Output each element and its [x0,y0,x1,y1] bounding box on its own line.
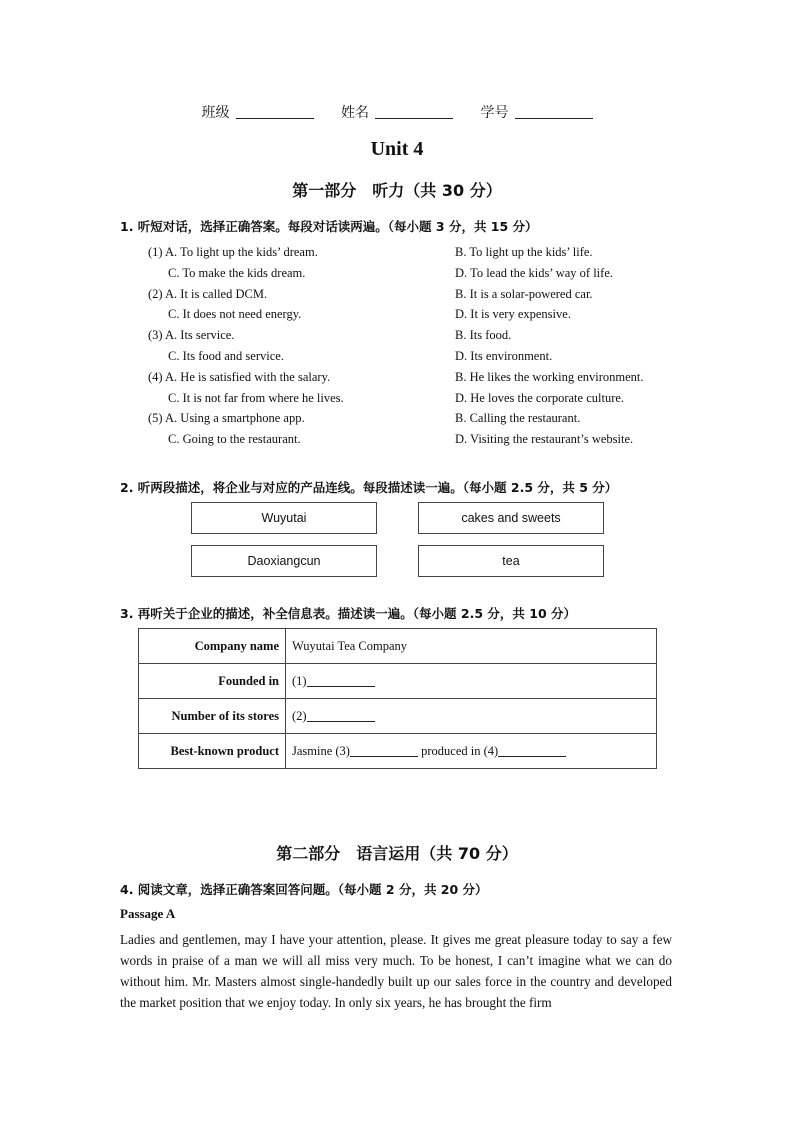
passage-label: Passage A [120,906,176,921]
student-id-label: 学号 [480,106,509,121]
table-row [139,664,657,699]
answer-blank-3[interactable] [350,756,418,757]
answer-blank-1[interactable] [307,686,375,687]
answer-blank-4[interactable] [498,756,566,757]
name-field [341,106,453,121]
q1-1-option-b: B. To light up the kids’ life. [455,245,593,259]
match-right-product-2[interactable]: tea [418,545,604,577]
q1-4-option-a: (4) A. He is satisfied with the salary. [148,370,331,384]
table-row [139,699,657,734]
q1-5-option-d: D. Visiting the restaurant’s website. [455,432,634,446]
q1-2-option-c: C. It does not need energy. [168,307,302,321]
row-value [286,664,657,699]
q3-title: 3. 再听关于企业的描述，补全信息表。描述读一遍。（每小题 2.5 分，共 10 分） [120,606,576,621]
q1-4-option-c: C. It is not far from where he lives. [168,391,344,405]
q1-2-option-b: B. It is a solar-powered car. [455,287,593,301]
q2-title: 2. 听两段描述，将企业与对应的产品连线。每段描述读一遍。（每小题 2.5 分，共 5 分） [120,480,618,495]
q1-3-option-d: D. Its environment. [455,349,553,363]
q1-5-option-b: B. Calling the restaurant. [455,411,581,425]
blank-prefix: produced in (4) [421,743,499,758]
blank-number: (2) [292,708,307,723]
q1-5-option-c: C. Going to the restaurant. [168,432,301,446]
row-value: Wuyutai Tea Company [286,629,657,664]
row-value [286,699,657,734]
row-key: Best-known product [139,734,286,769]
q4-title: 4. 阅读文章，选择正确答案回答问题。（每小题 2 分，共 20 分） [120,882,488,897]
row-key: Founded in [139,664,286,699]
match-right-product-1[interactable]: cakes and sweets [418,502,604,534]
row-key: Company name [139,629,286,664]
student-id-blank[interactable] [515,118,593,119]
name-label: 姓名 [341,106,369,121]
unit-title: Unit 4 [370,138,424,160]
row-key: Number of its stores [139,699,286,734]
q1-4-option-d: D. He loves the corporate culture. [455,391,625,405]
blank-number: (1) [292,673,307,688]
table-row [139,629,657,664]
q1-title: 1. 听短对话，选择正确答案。每段对话读两遍。（每小题 3 分，共 15 分） [120,219,538,234]
q1-1-option-d: D. To lead the kids’ way of life. [455,266,613,280]
name-blank[interactable] [375,118,453,119]
q1-3-option-b: B. Its food. [455,328,512,342]
part2-title: 第二部分 语言运用（共 70 分） [276,844,518,863]
part1-title: 第一部分 听力（共 30 分） [292,181,502,200]
student-id-field [481,106,593,121]
passage-text: Ladies and gentlemen, may I have your attention, please. It gives me great pleasure today to say a few words in praise of a man we will all miss very much. To be honest, I can’t imagine what we can do without him. Mr. Masters almost single-handedly built up our sales force in the country and developed the market position that we enjoy today. In only six years, he has brought the firm [120,932,672,1010]
q1-2-option-d: D. It is very expensive. [455,307,571,321]
answer-blank-2[interactable] [307,721,375,722]
q1-1-option-c: C. To make the kids dream. [168,266,306,280]
q1-3-option-a: (3) A. Its service. [148,328,235,342]
q1-3-option-c: C. Its food and service. [168,349,284,363]
class-blank[interactable] [236,118,314,119]
blank-prefix: Jasmine (3) [292,743,350,758]
match-left-company-2[interactable]: Daoxiangcun [191,545,377,577]
class-label: 班级 [201,106,230,121]
q1-4-option-b: B. He likes the working environment. [455,370,644,384]
table-row [139,734,657,769]
q1-5-option-a: (5) A. Using a smartphone app. [148,411,305,425]
match-left-company-1[interactable]: Wuyutai [191,502,377,534]
class-field [202,106,314,121]
company-info-table [138,628,657,769]
q1-2-option-a: (2) A. It is called DCM. [148,287,268,301]
row-value [286,734,657,769]
q1-1-option-a: (1) A. To light up the kids’ dream. [148,245,318,259]
student-info-row [0,102,794,122]
